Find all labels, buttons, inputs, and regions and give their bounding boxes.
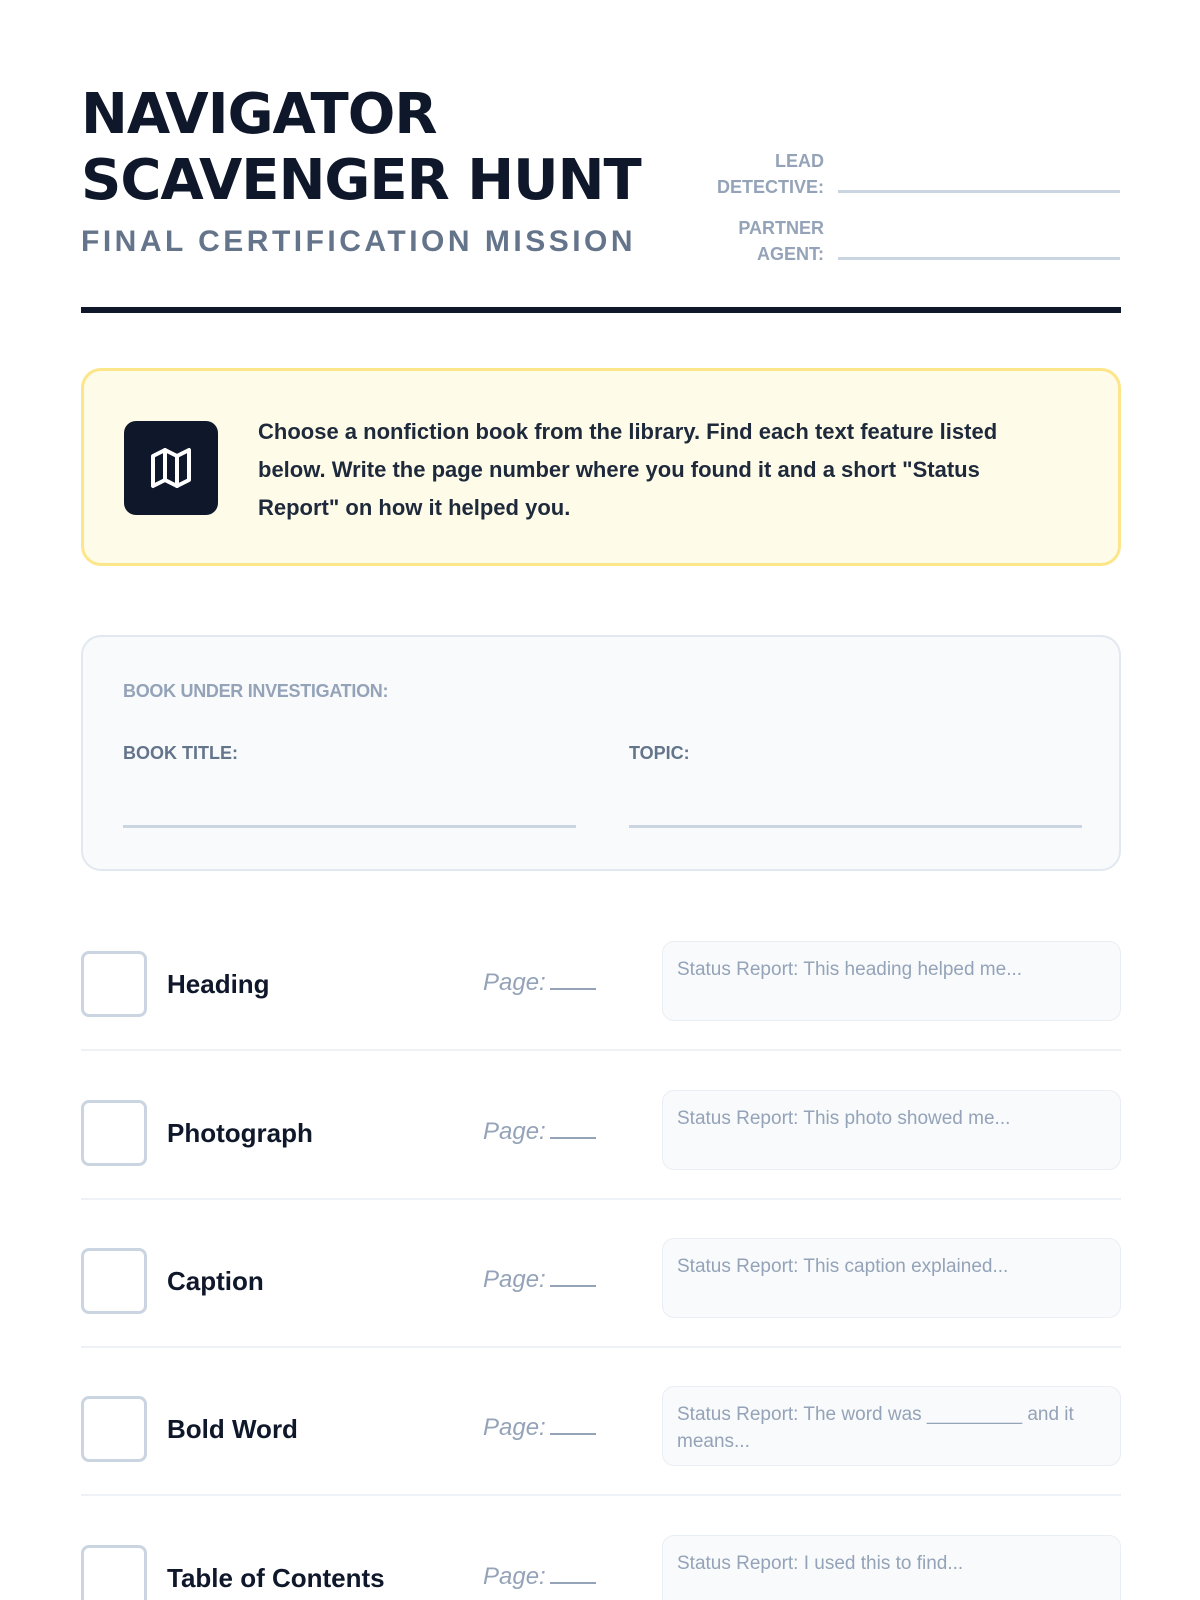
lead-detective-label: LEAD DETECTIVE: xyxy=(716,151,824,197)
row-divider xyxy=(81,1346,1121,1348)
title-line-1: NAVIGATOR xyxy=(81,82,437,147)
checklist-item xyxy=(81,1090,1121,1240)
checklist-item xyxy=(81,941,1121,1091)
page-label: Page: xyxy=(483,1118,546,1145)
row-divider xyxy=(81,1049,1121,1051)
row-divider xyxy=(81,1494,1121,1496)
status-report-field[interactable]: Status Report: This photo showed me... xyxy=(662,1090,1121,1170)
checklist-item xyxy=(81,1238,1121,1388)
page-number-field xyxy=(483,1563,596,1591)
map-icon xyxy=(124,421,218,515)
checklist-item xyxy=(81,1386,1121,1536)
page-title xyxy=(81,82,721,214)
status-report-field[interactable]: Status Report: This heading helped me... xyxy=(662,941,1121,1021)
page-number-field xyxy=(483,1118,596,1146)
topic-label: TOPIC: xyxy=(629,743,690,763)
page-label: Page: xyxy=(483,1266,546,1293)
checkbox[interactable] xyxy=(81,1100,147,1166)
book-title-input-line[interactable] xyxy=(123,825,576,828)
feature-name: Caption xyxy=(167,1266,264,1296)
book-info-card xyxy=(81,635,1121,871)
page-label: Page: xyxy=(483,1563,546,1590)
checkbox[interactable] xyxy=(81,1545,147,1600)
feature-name: Bold Word xyxy=(167,1414,298,1444)
checkbox[interactable] xyxy=(81,951,147,1017)
page-number-field xyxy=(483,1266,596,1294)
book-section-heading: BOOK UNDER INVESTIGATION: xyxy=(123,681,389,701)
status-report-field[interactable]: Status Report: This caption explained... xyxy=(662,1238,1121,1318)
checkbox[interactable] xyxy=(81,1396,147,1462)
title-line-2: SCAVENGER HUNT xyxy=(81,148,641,213)
status-report-field[interactable]: Status Report: The word was _________ and it means... xyxy=(662,1386,1121,1466)
checklist-item xyxy=(81,1535,1121,1600)
partner-agent-field xyxy=(690,213,1120,269)
feature-name: Heading xyxy=(167,969,270,999)
book-title-label: BOOK TITLE: xyxy=(123,743,238,763)
partner-agent-label: PARTNER AGENT: xyxy=(738,218,824,264)
mission-instructions xyxy=(81,368,1121,566)
mission-text: Choose a nonfiction book from the library. Find each text feature listed below. Write the page number where you found it and a short "Status Report" on how it helped you. xyxy=(258,419,998,520)
page-subtitle: FINAL CERTIFICATION MISSION xyxy=(81,225,637,258)
page-number-field xyxy=(483,969,596,997)
page-number-blank[interactable] xyxy=(550,1417,596,1435)
page-number-blank[interactable] xyxy=(550,1566,596,1584)
lead-detective-field xyxy=(690,146,1120,202)
page-label: Page: xyxy=(483,969,546,996)
page-label: Page: xyxy=(483,1414,546,1441)
feature-name: Photograph xyxy=(167,1118,313,1148)
status-report-field[interactable]: Status Report: I used this to find... xyxy=(662,1535,1121,1600)
page-number-field xyxy=(483,1414,596,1442)
page-number-blank[interactable] xyxy=(550,1121,596,1139)
row-divider xyxy=(81,1198,1121,1200)
partner-agent-input-line[interactable] xyxy=(838,257,1120,260)
page-number-blank[interactable] xyxy=(550,1269,596,1287)
feature-name: Table of Contents xyxy=(167,1563,385,1593)
lead-detective-input-line[interactable] xyxy=(838,190,1120,193)
topic-input-line[interactable] xyxy=(629,825,1082,828)
header-divider xyxy=(81,307,1121,313)
checkbox[interactable] xyxy=(81,1248,147,1314)
page-number-blank[interactable] xyxy=(550,972,596,990)
